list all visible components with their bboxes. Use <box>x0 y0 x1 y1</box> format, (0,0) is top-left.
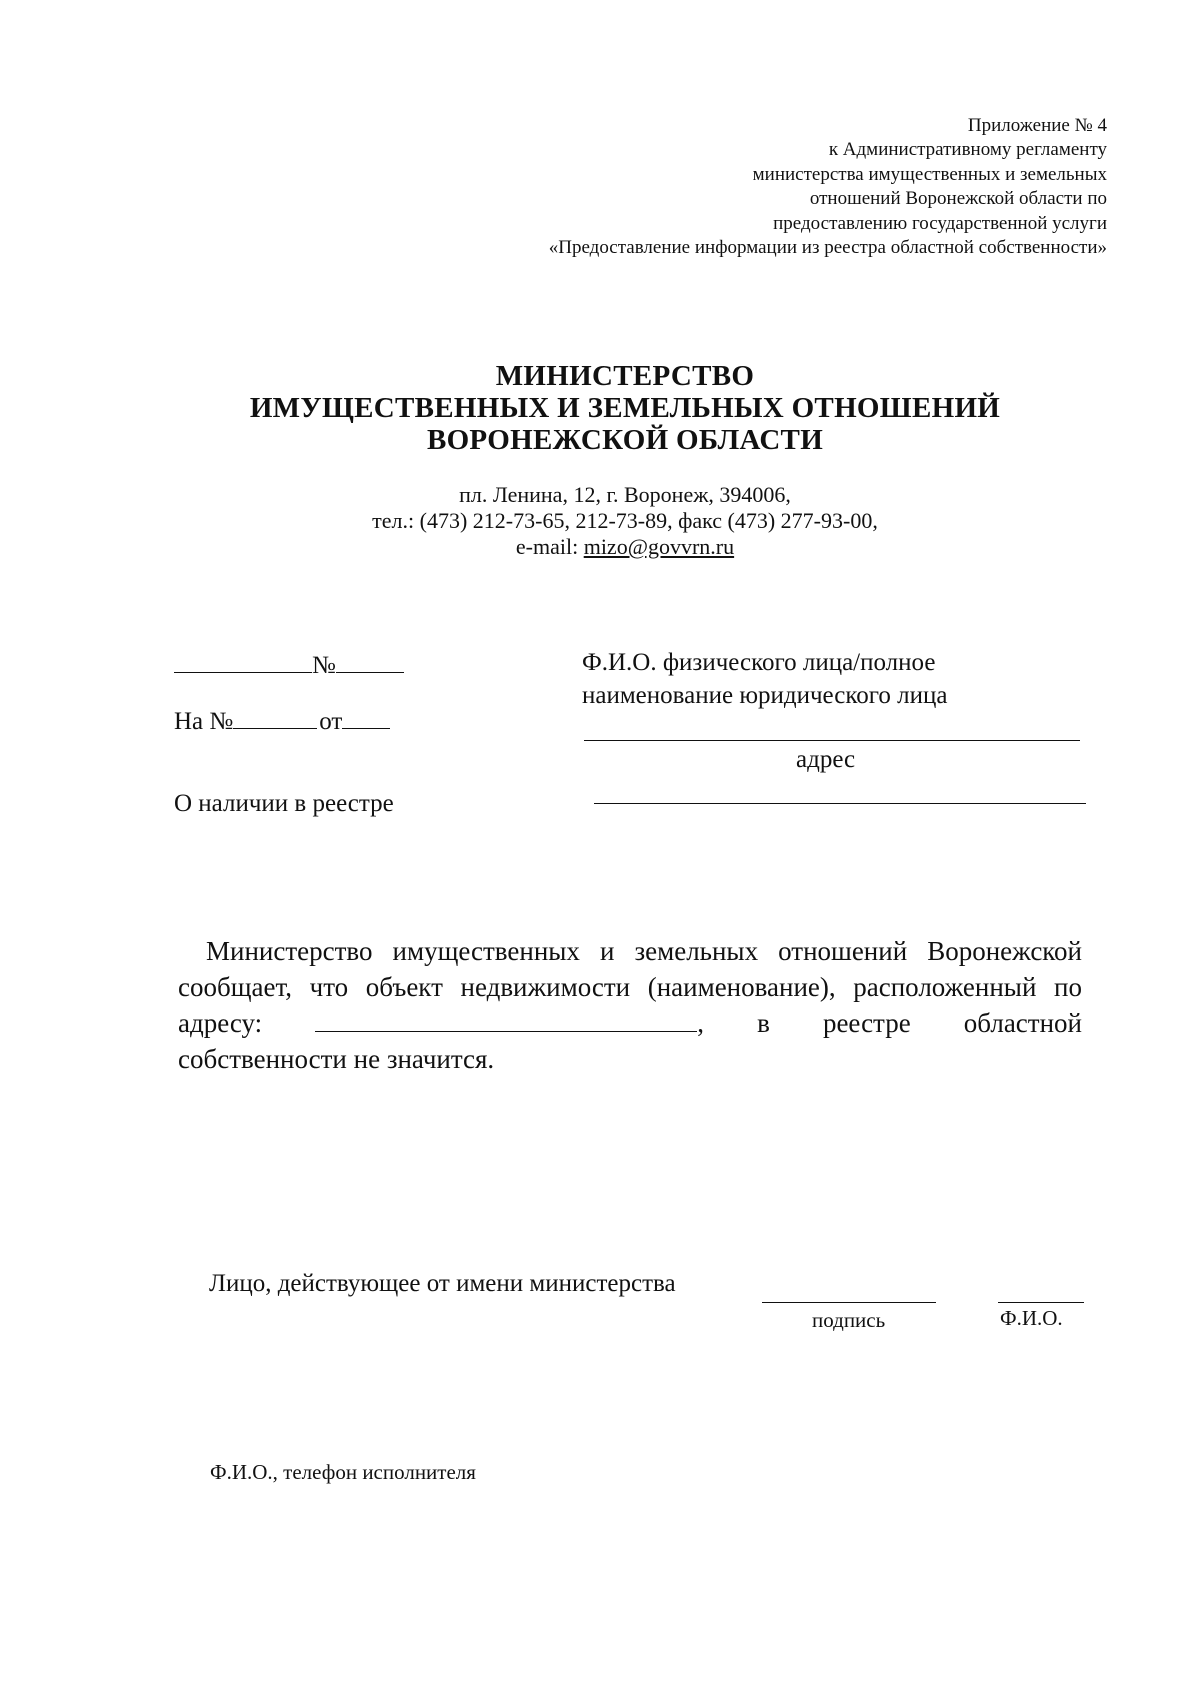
signatory-name-blank <box>998 1302 1084 1303</box>
reference-label: На № <box>174 708 234 735</box>
appendix-line: «Предоставление информации из реестра областной собственности» <box>548 237 1107 259</box>
ministry-title <box>0 360 1200 456</box>
addressee-name-line: Ф.И.О. физического лица/полное <box>582 649 936 676</box>
appendix-line: министерства имущественных и земельных <box>752 163 1107 185</box>
appendix-line: к Административному регламенту <box>828 139 1107 161</box>
ministry-email-row <box>0 534 1200 560</box>
number-blank <box>336 671 404 673</box>
letter-subject: О наличии в реестре <box>174 790 394 817</box>
appendix-header <box>549 114 1107 260</box>
body-line: сообщает, что объект недвижимости (наименование), расположенный по <box>178 972 1082 1002</box>
email-link[interactable]: mizo@govvrn.ru <box>583 534 735 559</box>
reference-number-blank <box>233 727 317 729</box>
ministry-title-line: ИМУЩЕСТВЕННЫХ И ЗЕМЕЛЬНЫХ ОТНОШЕНИЙ <box>249 392 1001 424</box>
ministry-title-line: МИНИСТЕРСТВО <box>495 360 755 392</box>
outgoing-number-row <box>174 652 404 680</box>
addressee-name-line: наименование юридического лица <box>582 682 948 709</box>
signature-caption: подпись <box>812 1308 886 1332</box>
reference-row <box>174 708 390 736</box>
addressee-block <box>582 646 947 712</box>
body-word: , <box>697 1008 704 1038</box>
appendix-line: отношений Воронежской области по <box>809 188 1107 210</box>
number-sign: № <box>312 652 336 679</box>
signature-blank <box>762 1302 936 1303</box>
addressee-name-blank <box>584 740 1080 741</box>
letter-body <box>178 933 1082 1077</box>
appendix-line: предоставлению государственной услуги <box>773 212 1107 234</box>
body-word: областной <box>963 1008 1082 1038</box>
signatory-label: Лицо, действующее от имени министерства <box>209 1270 676 1297</box>
body-word: в <box>757 1008 770 1038</box>
body-address-row <box>178 1005 1082 1041</box>
ministry-address: пл. Ленина, 12, г. Воронеж, 394006, <box>459 482 791 507</box>
body-line: собственности не значится. <box>178 1044 495 1074</box>
body-word: реестре <box>822 1008 911 1038</box>
ministry-contacts <box>0 482 1200 560</box>
body-address-fill <box>315 1005 704 1041</box>
ministry-title-line: ВОРОНЕЖСКОЙ ОБЛАСТИ <box>426 424 824 456</box>
from-label: от <box>319 708 343 735</box>
email-label: e-mail: <box>515 534 584 559</box>
reference-date-blank <box>342 727 390 729</box>
executor-contact: Ф.И.О., телефон исполнителя <box>210 1460 476 1484</box>
body-word: адресу: <box>178 1008 263 1038</box>
address-blank <box>594 803 1086 804</box>
ministry-phones: тел.: (473) 212-73-65, 212-73-89, факс (473) 277-93-00, <box>372 508 878 533</box>
date-blank <box>174 671 312 673</box>
body-line: Министерство имущественных и земельных отношений Воронежской <box>206 936 1082 966</box>
object-address-blank <box>315 1030 697 1032</box>
name-caption: Ф.И.О. <box>1000 1306 1063 1330</box>
address-label: адрес <box>796 746 856 773</box>
appendix-line: Приложение № 4 <box>967 115 1107 136</box>
